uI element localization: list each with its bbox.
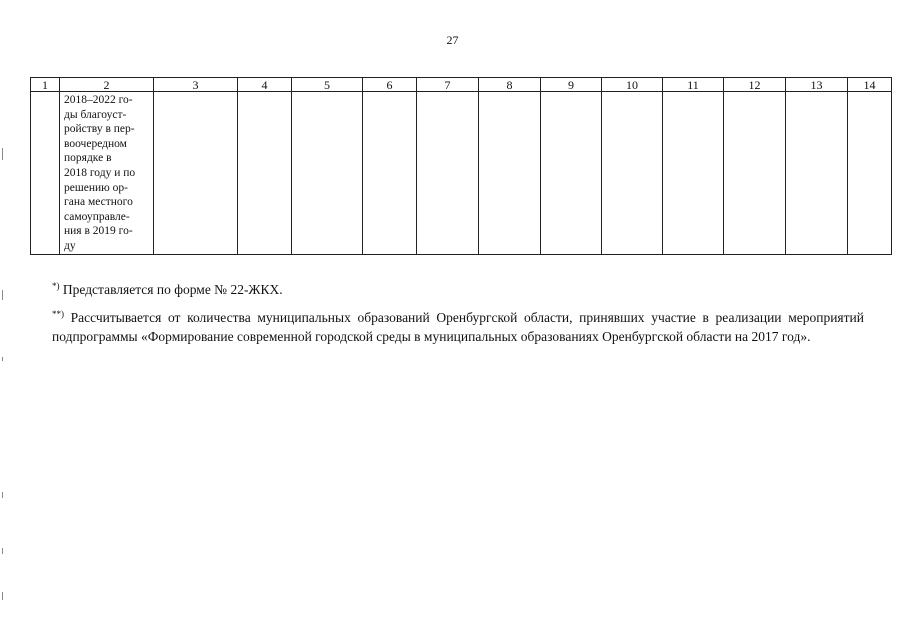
scan-edge-mark <box>2 548 3 554</box>
cell-text <box>363 92 416 93</box>
table-cell <box>848 92 892 255</box>
cell-text: 2018–2022 го- ды благоуст- ройству в пер- воочередном порядке в 2018 году и по решению ор- гана местного самоуправле- ния в 2019 го- ду <box>64 94 136 252</box>
scan-edge-mark <box>2 592 3 600</box>
column-header: 9 <box>541 78 602 92</box>
data-table <box>30 77 892 255</box>
cell-text <box>724 92 785 93</box>
cell-text <box>848 92 891 93</box>
column-header: 11 <box>663 78 724 92</box>
column-header: 12 <box>724 78 786 92</box>
cell-text <box>663 92 723 93</box>
footnote-marker: **) <box>52 309 64 319</box>
column-header: 5 <box>292 78 363 92</box>
cell-text <box>786 92 847 93</box>
column-header: 8 <box>479 78 541 92</box>
column-header: 13 <box>786 78 848 92</box>
table-cell <box>663 92 724 255</box>
cell-text <box>479 92 540 93</box>
cell-text <box>238 92 291 93</box>
table-cell <box>31 92 60 255</box>
cell-text <box>541 92 601 93</box>
cell-text <box>292 92 362 93</box>
column-header: 2 <box>60 78 154 92</box>
footnote <box>52 280 864 299</box>
footnote-text: Рассчитывается от количества муниципальных образований Оренбургской области, принявших участие в реализации мероприятий подпрограммы «Формирование современной городской среды в муниципальных образованиях Оренбургской области на 2017 год». <box>52 310 864 344</box>
column-number-row <box>31 78 892 92</box>
scan-edge-mark <box>2 357 3 361</box>
scan-edge-mark <box>2 290 3 300</box>
cell-text <box>602 92 662 93</box>
table-cell <box>292 92 363 255</box>
page-number: 27 <box>446 33 459 47</box>
table-cell <box>724 92 786 255</box>
column-header: 14 <box>848 78 892 92</box>
column-header: 7 <box>417 78 479 92</box>
footnote <box>52 308 864 346</box>
table-cell <box>154 92 238 255</box>
scan-edge-mark <box>2 492 3 498</box>
column-header: 10 <box>602 78 663 92</box>
cell-text <box>31 92 59 93</box>
table-cell <box>786 92 848 255</box>
footnote-text: Представляется по форме № 22-ЖКХ. <box>59 282 283 297</box>
cell-text <box>154 92 237 93</box>
table-cell <box>602 92 663 255</box>
column-header: 6 <box>363 78 417 92</box>
footnote-marker: *) <box>52 281 60 291</box>
table-cell <box>417 92 479 255</box>
table-cell <box>363 92 417 255</box>
table-cell <box>479 92 541 255</box>
cell-text <box>417 92 478 93</box>
table-cell <box>60 92 154 255</box>
column-header: 3 <box>154 78 238 92</box>
table-cell <box>238 92 292 255</box>
table-row <box>31 92 892 255</box>
table-cell <box>541 92 602 255</box>
footnotes <box>52 280 864 355</box>
scan-edge-mark <box>2 148 3 160</box>
column-header: 4 <box>238 78 292 92</box>
column-header: 1 <box>31 78 60 92</box>
